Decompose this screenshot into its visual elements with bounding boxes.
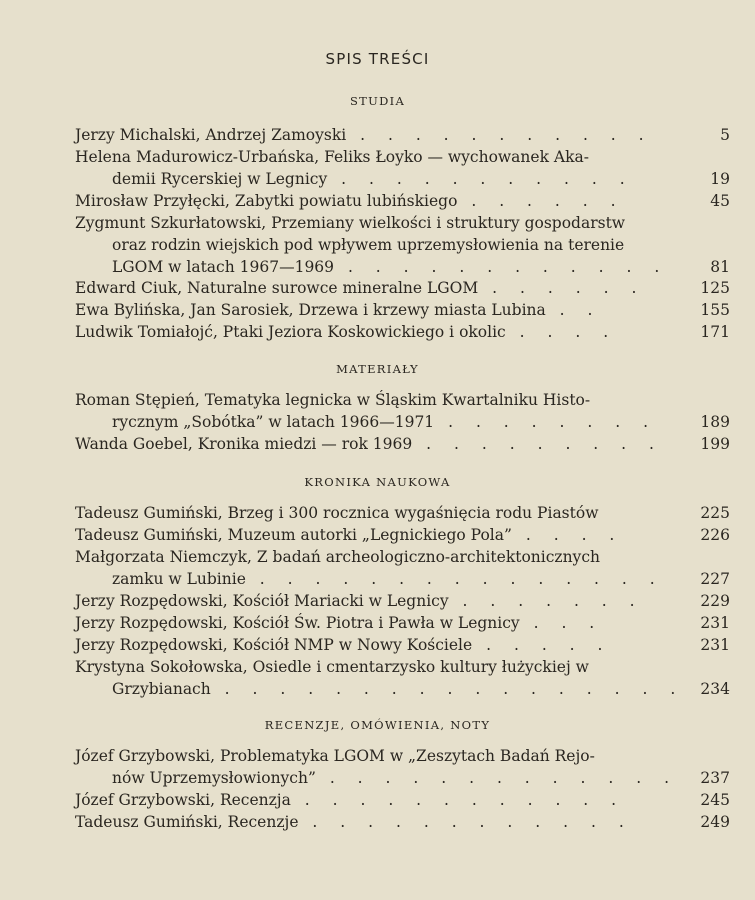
dot-leader: . . . . . [472,636,612,654]
page-number: 189 [700,413,730,431]
toc-entry-text: Jerzy Rozpędowski, Kościół Mariacki w Legnicy [75,592,449,610]
toc-entry-line [75,811,730,833]
toc-entry-text: Grzybianach [112,680,211,698]
toc-entry-text: demii Rycerskiej w Legnicy [112,170,328,188]
toc-entry [75,524,730,546]
page-number: 229 [700,592,730,610]
dot-leader: . . . . . . [457,192,625,210]
toc-entry [75,124,730,146]
toc-entry [75,277,730,299]
toc-entry [75,745,730,789]
page-number: 45 [710,192,730,210]
toc-entry-text: Tadeusz Gumiński, Brzeg i 300 rocznica wygaśnięcia rodu Piastów [75,504,599,522]
toc-entry-text: Tadeusz Gumiński, Muzeum autorki „Legnickiego Pola” [75,526,512,544]
toc-entry-text: Jerzy Rozpędowski, Kościół Św. Piotra i Pawła w Legnicy [75,614,520,632]
dot-leader: . . . . . . . . . . . . [298,813,633,831]
dot-leader: . . . . [511,526,624,544]
toc-entry-text: Zygmunt Szkurłatowski, Przemiany wielkości i struktury gospodarstw [75,214,626,232]
toc-entry [75,789,730,811]
page-number: 231 [700,636,730,654]
toc-entry-line [75,678,730,700]
toc-entry-text: Ludwik Tomiałojć, Ptaki Jeziora Koskowickiego i okolic [75,323,506,341]
page-number: 225 [700,504,730,522]
page-number: 234 [700,680,730,698]
dot-leader: . . . . . . . . . . . . . [315,769,679,787]
toc-entry-line [75,634,730,656]
toc-entry-line [75,524,730,546]
dot-leader: . . . . . . . . . . . . [334,258,669,276]
toc-entry-line [75,411,730,433]
toc-entry [75,146,730,190]
toc-entry-text: Jerzy Michalski, Andrzej Zamoyski [75,126,347,144]
toc-entry-line [75,612,730,634]
toc-entry-line [75,568,730,590]
dot-leader: . . . . . . . . . . . . . . . . . [210,680,685,698]
toc-entry-text: Ewa Bylińska, Jan Sarosiek, Drzewa i krzewy miasta Lubina [75,301,546,319]
page-number: 199 [700,435,730,453]
dot-leader: . . . . . . . . . . . . [290,791,626,809]
toc-entry-line [75,124,730,146]
section-heading: KRONIKA NAUKOWA [304,475,451,489]
toc-entry-line [75,234,730,256]
toc-entry [75,634,730,656]
toc-entry-line [75,277,730,299]
page-number: 249 [700,813,730,831]
toc-entry-text: zamku w Lubinie [112,570,246,588]
page-number: 231 [700,614,730,632]
toc-entry-line [75,256,730,278]
toc-entry-line [75,168,730,190]
toc-entry [75,321,730,343]
page-number: 245 [700,791,730,809]
toc-entry [75,811,730,833]
toc-entry-text: Józef Grzybowski, Recenzja [75,791,291,809]
toc-entry [75,656,730,700]
toc-entry-text: LGOM w latach 1967—1969 [112,258,335,276]
toc-entry [75,389,730,433]
toc-entry-line [75,502,730,524]
toc-entry-line [75,389,730,411]
page-number: 19 [710,170,730,188]
toc-entry-text: Roman Stępień, Tematyka legnicka w Śląskim Kwartalniku Histo- [75,391,591,409]
toc-entry-text: Helena Madurowicz-Urbańska, Feliks Łoyko — wychowanek Aka- [75,148,589,166]
toc-entry-text: nów Uprzemysłowionych” [112,769,316,787]
toc-entry-line [75,590,730,612]
toc-entry-line [75,299,730,321]
section-heading: MATERIAŁY [336,362,419,376]
toc-entry-line [75,656,730,678]
toc-entry-line [75,767,730,789]
page-number: 155 [700,301,730,319]
toc-entry [75,433,730,455]
toc-entry-line [75,146,730,168]
toc-entry-text: Edward Ciuk, Naturalne surowce mineralne LGOM [75,279,479,297]
page-number: 227 [700,570,730,588]
toc-entry-text: Wanda Goebel, Kronika miedzi — rok 1969 [75,435,413,453]
dot-leader: . . . . . . . . . . . . . . . [245,570,664,588]
page-number: 125 [700,279,730,297]
toc-entry-line [75,321,730,343]
page-number: 237 [700,769,730,787]
toc-entry-line [75,190,730,212]
section-heading: RECENZJE, OMÓWIENIA, NOTY [264,718,491,732]
toc-entry [75,546,730,590]
dot-leader: . . . . . . . . . [412,435,663,453]
toc-entry-line [75,212,730,234]
toc-entry [75,299,730,321]
toc-entry [75,212,730,278]
toc-entry-text: Małgorzata Niemczyk, Z badań archeologiczno-architektonicznych [75,548,600,566]
toc-entry-line [75,789,730,811]
page-number: 226 [700,526,730,544]
toc-entry-text: Mirosław Przyłęcki, Zabytki powiatu lubińskiego [75,192,458,210]
dot-leader: . . . . . . . [448,592,644,610]
toc-entry [75,502,730,524]
toc-entry [75,590,730,612]
page-number: 5 [720,126,730,144]
toc-entry-line [75,745,730,767]
toc-entry-line [75,546,730,568]
dot-leader: . . . [519,614,604,632]
toc-entry [75,190,730,212]
toc-entry-text: Józef Grzybowski, Problematyka LGOM w „Zeszytach Badań Rejo- [75,747,595,765]
toc-entry-text: rycznym „Sobótka” w latach 1966—1971 [112,413,435,431]
page-number: 171 [700,323,730,341]
dot-leader: . . . . . . . . [434,413,658,431]
dot-leader: . . . . . . . . . . . [327,170,634,188]
dot-leader: . . . . . . . . . . . [346,126,653,144]
toc-entry-text: Jerzy Rozpędowski, Kościół NMP w Nowy Kościele [75,636,473,654]
toc-entry-text: Krystyna Sokołowska, Osiedle i cmentarzysko kultury łużyckiej w [75,658,589,676]
toc-entry-line [75,433,730,455]
page-title: SPIS TREŚCI [325,50,430,68]
toc-entry [75,612,730,634]
section-heading: STUDIA [349,94,406,108]
page-number: 81 [710,258,730,276]
dot-leader: . . . . . . [478,279,646,297]
dot-leader: . . [545,301,602,319]
dot-leader: . . . . [505,323,618,341]
toc-entry-text: Tadeusz Gumiński, Recenzje [75,813,299,831]
toc-entry-text: oraz rodzin wiejskich pod wpływem uprzemysłowienia na terenie [112,236,625,254]
